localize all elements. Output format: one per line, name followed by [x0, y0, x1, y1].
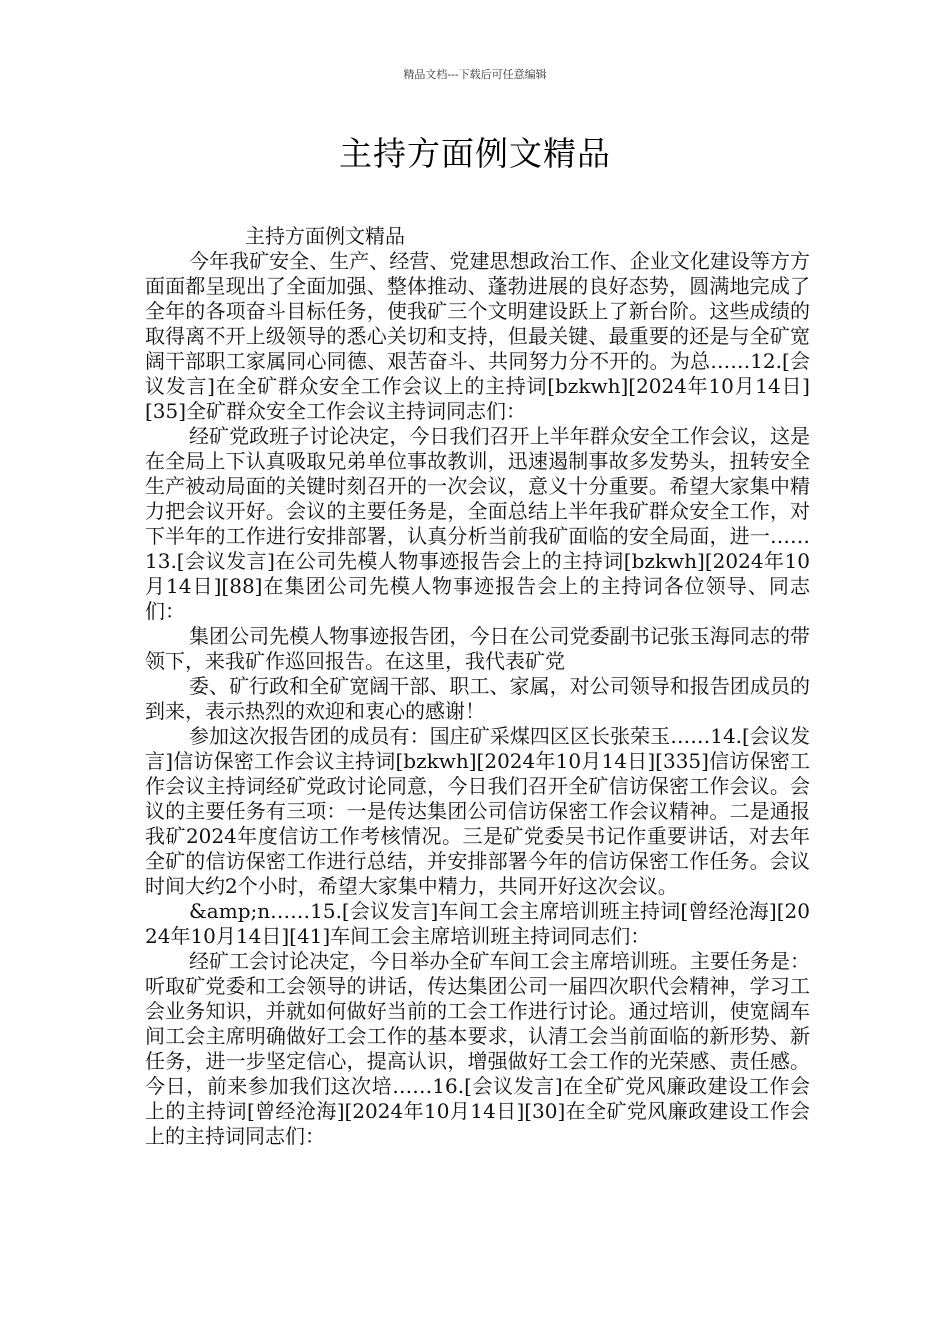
page-header-note: 精品文档---下载后可任意编辑 [403, 68, 547, 81]
paragraph: 经矿党政班子讨论决定，今日我们召开上半年群众安全工作会议，这是在全局上下认真吸取兄弟单位事故教训，迅速遏制事故多发势头，扭转安全生产被动局面的关键时刻召开的一次会议，意义十分重要。希望大家集中精力把会议开好。会议的主要任务是，全面总结上半年我矿群众安全工作，对下半年的工作进行安排部署，认真分析当前我矿面临的安全局面，进一……13.[会议发言]在公司先模人物事迹报告会上的主持词[bzkwh][2024年10月14日][88]在集团公司先模人物事迹报告会上的主持词各位领导、同志们： [145, 424, 810, 623]
paragraph: 经矿工会讨论决定，今日举办全矿车间工会主席培训班。主要任务是：听取矿党委和工会领导的讲话，传达集团公司一届四次职代会精神，学习工会业务知识，并就如何做好当前的工会工作进行讨论。通过培训，使宽阔车间工会主席明确做好工会工作的基本要求，认清工会当前面临的新形势、新任务，进一步坚定信心，提高认识，增强做好工会工作的光荣感、责任感。今日，前来参加我们这次培……16.[会议发言]在全矿党风廉政建设工作会上的主持词[曾经沧海][2024年10月14日][30]在全矿党风廉政建设工作会上的主持词同志们： [145, 949, 810, 1148]
document-subtitle: 主持方面例文精品 [245, 224, 405, 248]
paragraph: &amp;n……15.[会议发言]车间工会主席培训班主持词[曾经沧海][2024年10月14日][41]车间工会主席培训班主持词同志们： [145, 899, 810, 948]
paragraph: 今年我矿安全、生产、经营、党建思想政治工作、企业文化建设等方方面面都呈现出了全面加强、整体推动、蓬勃进展的良好态势，圆满地完成了全年的各项奋斗目标任务，使我矿三个文明建设跃上了新台阶。这些成绩的取得离不开上级领导的悉心关切和支持，但最关键、最重要的还是与全矿宽阔干部职工家属同心同德、艰苦奋斗、共同努力分不开的。为总……12.[会议发言]在全矿群众安全工作会议上的主持词[bzkwh][2024年10月14日][35]全矿群众安全工作会议主持词同志们： [145, 249, 810, 423]
document-title: 主持方面例文精品 [339, 134, 611, 173]
paragraph: 委、矿行政和全矿宽阔干部、职工、家属，对公司领导和报告团成员的到来，表示热烈的欢迎和衷心的感谢！ [145, 674, 810, 723]
paragraph: 集团公司先模人物事迹报告团，今日在公司党委副书记张玉海同志的带领下，来我矿作巡回报告。在这里，我代表矿党 [145, 624, 810, 673]
paragraph: 参加这次报告团的成员有：国庄矿采煤四区区长张荣玉……14.[会议发言]信访保密工作会议主持词[bzkwh][2024年10月14日][335]信访保密工作会议主持词经矿党政讨论同意，今日我们召开全矿信访保密工作会议。会议的主要任务有三项：一是传达集团公司信访保密工作会议精神。二是通报我矿2024年度信访工作考核情况。三是矿党委吴书记作重要讲话，对去年全矿的信访保密工作进行总结，并安排部署今年的信访保密工作任务。会议时间大约2个小时，希望大家集中精力，共同开好这次会议。 [145, 724, 810, 898]
document-body [145, 224, 810, 1149]
